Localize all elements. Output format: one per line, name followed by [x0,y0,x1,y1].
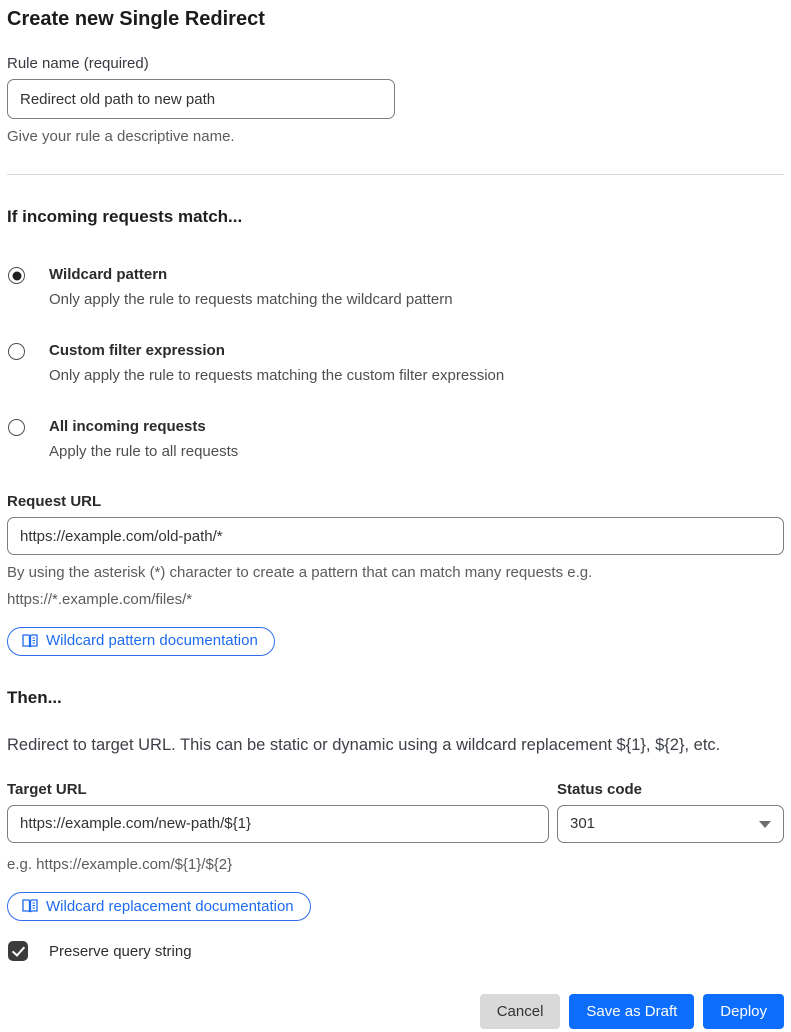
target-url-label: Target URL [7,780,87,798]
radio-option-wildcard-pattern[interactable] [7,265,784,309]
request-url-field [7,493,784,656]
radio-button-icon[interactable] [8,267,25,284]
preserve-query-row[interactable] [7,941,784,961]
target-row [7,781,784,843]
then-section-description: Redirect to target URL. This can be static or dynamic using a wildcard replacement ${1}, ${2}, etc. [7,735,721,754]
radio-description: Apply the rule to all requests [49,442,239,460]
footer-actions [7,994,784,1029]
radio-option-custom-filter[interactable] [7,341,784,385]
request-url-helper [7,561,784,611]
radio-button-icon[interactable] [8,343,25,360]
target-url-field [7,781,549,843]
request-url-input[interactable] [7,517,784,555]
cancel-button[interactable]: Cancel [480,994,561,1029]
deploy-button[interactable]: Deploy [703,994,784,1029]
rule-name-label: Rule name (required) [7,55,149,72]
match-type-radio-group [7,265,784,461]
request-url-label: Request URL [7,493,102,511]
radio-button-icon[interactable] [8,419,25,436]
page-title: Create new Single Redirect [7,8,265,30]
status-code-label: Status code [557,780,643,798]
then-section-heading: Then... [7,687,62,707]
preserve-query-label: Preserve query string [49,942,192,960]
rule-name-input[interactable] [7,79,395,119]
book-icon [22,899,38,913]
radio-label: Wildcard pattern [49,266,168,284]
wildcard-pattern-doc-button[interactable] [7,627,275,656]
save-as-draft-button[interactable]: Save as Draft [569,994,694,1029]
request-url-helper-line1: By using the asterisk (*) character to create a pattern that can match many requests e.g. [7,564,593,582]
radio-label: All incoming requests [49,418,206,436]
status-code-select[interactable] [557,805,784,843]
radio-description: Only apply the rule to requests matching the custom filter expression [49,366,505,384]
preserve-query-checkbox[interactable] [8,941,28,961]
radio-description: Only apply the rule to requests matching the wildcard pattern [49,290,453,308]
status-code-field [557,781,784,843]
book-icon [22,634,38,648]
target-url-input[interactable] [7,805,549,843]
chevron-down-icon [759,821,771,828]
request-url-helper-line2: https://*.example.com/files/* [7,590,193,608]
target-url-helper: e.g. https://example.com/${1}/${2} [7,855,233,873]
status-code-value: 301 [570,815,596,833]
doc-button-label: Wildcard pattern documentation [46,632,258,650]
rule-name-field [7,55,784,148]
radio-option-all-requests[interactable] [7,417,784,461]
rule-name-helper: Give your rule a descriptive name. [7,128,235,145]
match-section-heading: If incoming requests match... [7,207,243,227]
section-divider [7,174,784,175]
wildcard-replacement-doc-button[interactable] [7,892,311,921]
radio-label: Custom filter expression [49,342,225,360]
doc-button-label: Wildcard replacement documentation [46,897,294,915]
